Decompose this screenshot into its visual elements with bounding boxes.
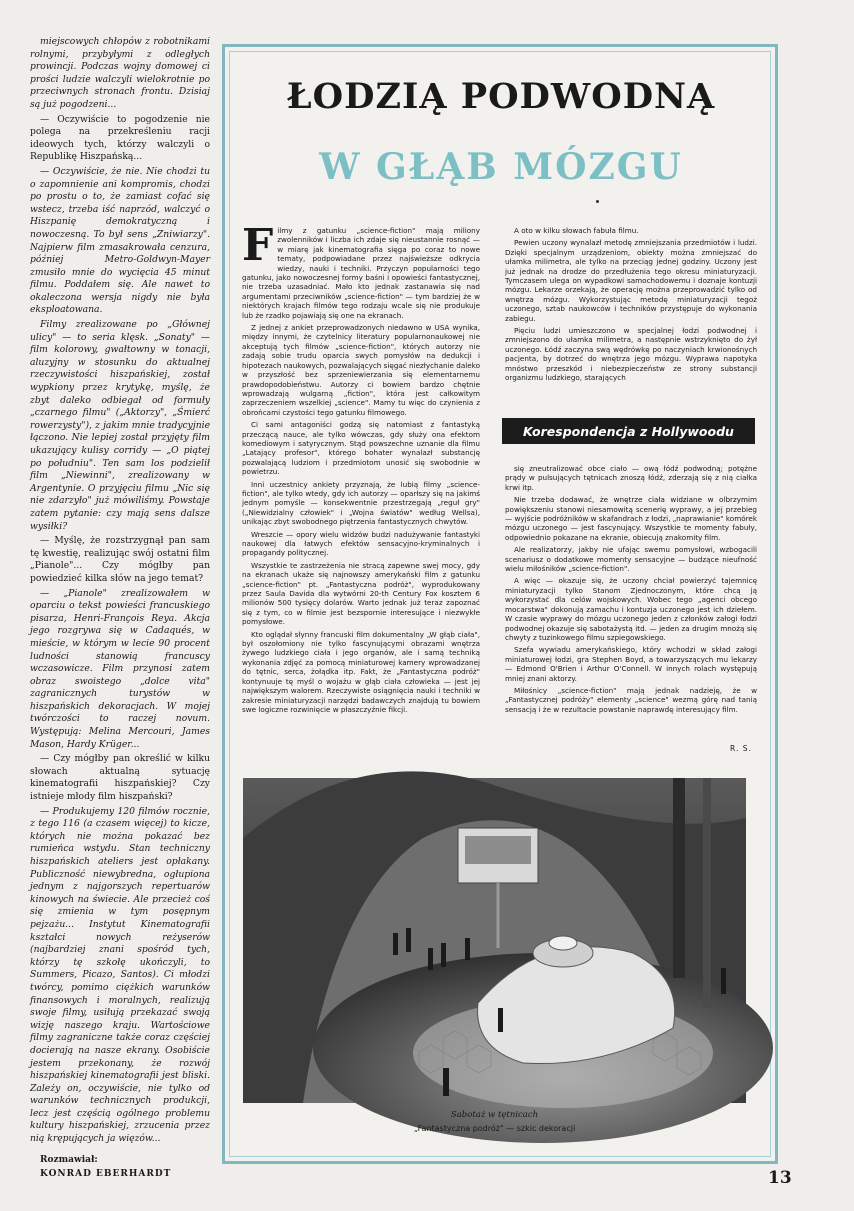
interview-column (30, 36, 210, 1180)
submarine-set-drawing (243, 778, 746, 1103)
paragraph: Nie trzeba dodawać, że wnętrze ciała widziane w olbrzymim powiększeniu stanowi niesamowitą scenerię wyprawy, a jej przebieg — wyjście podróżników w skafandrach z łodzi, „naprawianie" komórek mózgu uczonego — jest fascynujący. Wszystkie te momenty fabuły, odpowiednio pokazane na ekranie, obiecują znakomity film. (505, 495, 757, 542)
paragraph: A więc — okazuje się, że uczony chciał powierzyć tajemnicę miniaturyzacji tylko Stanom Zjednoczonym, które chcą ją wykorzystać dla celów wojskowych. Wobec tego „agenci obcego mocarstwa" dokonują zamachu i kontuzja uczonego jest ich dziełem. W czasie wyprawy do mózgu uczonego jeden z członków załogi łodzi podwodnej okazuje się sabotażystą itd. — jeden za drugim mnożą się chwyty z tuzinkowego filmu szpiegowskiego. (505, 576, 757, 642)
paragraph: A oto w kilku słowach fabuła filmu. (514, 226, 639, 235)
interviewer-label: Rozmawiał: (40, 1154, 98, 1165)
paragraph: — Myślę, że rozstrzygnął pan sam tę kwestię, realizując swój ostatni film „Pianole"... Czy mógłby pan powiedzieć kilka słów na jego temat? (30, 535, 210, 584)
paragraph: Ale realizatorzy, jakby nie ufając swemu pomysłowi, wzbogacili scenariusz o dodatkowe momenty sensacyjne — budzące nieufność wielu miłośników „science-fiction". (505, 545, 757, 574)
interviewer-name: KONRAD EBERHARDT (40, 1169, 172, 1180)
paragraph: Inni uczestnicy ankiety przyznają, że lubią filmy „science-fiction", ale tylko wtedy, gdy ich autorzy — oparłszy się na jakimś jednym pomyśle — konsekwentnie przestrzegają „reguł gry" („Niewidzialny człowiek" i „Wojna światów" według Wellsa), unikając zbyt swobodnego piętrzenia fantastycznych chwytów. (242, 479, 480, 527)
paragraph: — Oczywiście to pogodzenie nie polega na przekreśleniu racji ideowych tych, którzy walczyli o Republikę Hiszpańską... (30, 113, 210, 163)
illustration-caption-subtitle: „Fantastyczna podróż" — szkic dekoracji (413, 1124, 576, 1133)
headline-line-1: ŁODZIĄ PODWODNĄ (286, 76, 716, 117)
headline-dot (596, 200, 599, 203)
page-number: 13 (768, 1168, 792, 1188)
paragraph: — „Pianole" zrealizowałem w oparciu o tekst powieści francuskiego pisarza, Henri-François Reya. Akcja jego rozgrywa się w Cadaqués, w mieście, w którym w lecie 90 procent ludności stanowią francuscy wczasowicze. Film przynosi zatem obraz swoistego „dolce vita" zagranicznych turystów w hiszpańskich dekoracjach. W mojej twórczości to raczej novum. Występują: Melina Mercouri, James Mason, Hardy Krüger... (30, 587, 210, 750)
headline-line-2: W GŁĄB MÓZGU (319, 146, 683, 188)
illustration-caption-title: Sabotaż w tętnicach (450, 1110, 539, 1120)
paragraph: Pewien uczony wynalazł metodę zmniejszania przedmiotów i ludzi. Dzięki specjalnym urządzeniom, obiekty można zmniejszać do ułamka milimetra, ale tylko na przeciąg jednej godziny. Uczony jest już jednak na drodze do przedłużenia tego okresu miniaturyzacji. Tymczasem ulega on wypadkowi samochodowemu i doznaje kontuzji mózgu. Lekarze orzekają, że operację można przeprowadzić tylko od wnętrza mózgu. Wykorzystując metodę miniaturyzacji tegoż uczonego, sztab naukowców i techników przystępuje do wykonania zabiegu. (505, 238, 757, 323)
section-banner: Korespondencja z Hollywoodu (502, 418, 755, 444)
paragraph: miejscowych chłopów z robotnikami rolnymi, przybyłymi z odległych prowincji. Podczas wojny domowej ci prości ludzie walczyli wielokrotnie po przeciwnych stronach frontu. Dzisiaj są już pogodzeni... (30, 36, 210, 110)
paragraph: Ci sami antagoniści godzą się natomiast z fantastyką przeczącą nauce, ale tylko wówczas, gdy służy ona efektom komediowym i satyrycznym. Stąd powszechne uznanie dla filmu „Latający profesor", którego bohater wynalazł substancję pozwalającą ludziom i przedmiotom unosić się swobodnie w powietrzu. (242, 420, 480, 477)
paragraph (242, 220, 480, 320)
author-signature: R. S. (730, 744, 752, 753)
paragraph: Filmy zrealizowane po „Głównej ulicy" — to seria klęsk. „Sonaty" — film kolorowy, gwałtowny w tonacji, aluzyjny w stosunku do aktualnej rzeczywistości hiszpańskiej, został wypkiony przez krytykę, myślę, że zbyt daleko odbiegał od formuły „czarnego filmu" („Aktorzy", „Śmierć rowerzysty"), z jakim mnie tradycyjnie łączono. Nie lepiej został przyjęty film ukazujący kulisy corridy — „O piątej po południu". Ten sam los podzielił film „Niewinni", zrealizowany w Argentynie. O przyjęciu filmu „Nic się nie zdarzyło" już mówiliśmy. Powstaje zatem pytanie: czy mają sens dalsze wysiłki? (30, 319, 210, 532)
article-column-right-top (505, 226, 757, 416)
set-illustration (243, 778, 746, 1103)
paragraph: się zneutralizować obce ciało — ową łódź podwodną; potężne prądy w pulsujących tętnicach znoszą łódź, zderzają się z nią ciałka krwi itp. (505, 464, 757, 492)
paragraph: Wszystkie te zastrzeżenia nie stracą zapewne swej mocy, gdy na ekranach ukaże się najnowszy amerykański film z gatunku „science-fiction" pt. „Fantastyczna podróż", wyprodukowany przez Saula Davida dla wytwórni 20-th Century Fox kosztem 6 milionów 500 tysięcy dolarów. Warto jednak już teraz zapoznać się z tym, co w filmie jest bezspornie interesujące i niezwykłe pomysłowe. (242, 560, 480, 627)
article-column-left (242, 220, 480, 756)
paragraph: Miłośnicy „science-fiction" mają jednak nadzieję, że w „Fantastycznej podróży" elementy „science" wezmą górę nad tanią sensacją i że w rezultacie powstanie naprawdę interesujący film. (505, 685, 757, 714)
paragraph: Kto oglądał słynny francuski film dokumentalny „W głąb ciała", był oszołomiony nie tylko fascynującymi obrazami wnętrza żywego ludzkiego ciała i jego organów, ale i samą techniką wykonania zdjęć za pomocą miniaturowej kamery wprowadzanej do tętnic, serca, żołądka itp. Fakt, że „Fantastyczna podróż" kontynuuje tę myśl o wojażu w głąb ciała człowieka — jest jej największym walorem. Rzeczywiste osiągnięcia nauki i techniki w zakresie miniaturyzacji narzędzi badawczych znajdują tu bowiem swe logiczne rozwinięcie w płaszczyźnie fikcji. (242, 629, 480, 714)
paragraph: Szefa wywiadu amerykańskiego, który wchodzi w skład załogi miniaturowej łodzi, gra Stephen Boyd, a towarzyszących mu lekarzy — Edmond O'Brien i Arthur O'Connell. W innych rolach występują mniej znani aktorzy. (505, 645, 757, 683)
paragraph: — Czy mógłby pan określić w kilku słowach aktualną sytuację kinematografii hiszpańskiej? Czy istnieje młody film hiszpański? (30, 753, 210, 803)
paragraph: Z jednej z ankiet przeprowadzonych niedawno w USA wynika, między innymi, że czytelnicy literatury popularnonaukowej nie akceptują tych filmów „science-fiction", których autorzy nie zadają sobie trudu oparcia swych pomysłów na dedukcji i hipotezach naukowych, pozwalających sięgać niezłychanie daleko w przyszłość bez sprzeniewierzania się elementarnemu prawdopodobieństwu. Autorzy ci bowiem bardzo chętnie wprowadzają wulgarną „fiction", która jest całkowitym zaprzeczeniem wszelkiej „science". Mamy tu więc do czynienia z obrońcami czystości tego gatunku filmowego. (242, 323, 480, 417)
article-column-right-bottom (505, 464, 757, 756)
paragraph: Wreszcie — opory wielu widzów budzi nadużywanie fantastyki naukowej dla łatwych efektów sensacyjno-kryminalnych i propagandy politycznej. (242, 529, 480, 558)
paragraph: — Oczywiście, że nie. Nie chodzi tu o zapomnienie ani kompromis, chodzi po prostu o to, że zamiast cofać się wstecz, trzeba iść naprzód, walczyć o Hiszpanię demokratyczną i nowoczesną. To był sens „Zniwiarzy". Najpierw film zmasakrowała cenzura, później Metro-Goldwyn-Mayer zmusiło mnie do wycięcia 45 minut filmu. Poddałem się. Ale nawet to okaleczona wersja nigdy nie była eksploatowana. (30, 165, 210, 316)
lead-text: ilmy z gatunku „science-fiction" mają miliony zwolenników i liczba ich zdaje się nieustannie rosnąć — w miarę jak kinematografia sięga po coraz to nowe tematy, podpowiadane przez najświeższe odkrycia wiedzy, nauki i techniki. Przyczyn popularności tego gatunku, jako nowoczesnej formy baśni i opowieści fantastycznej, nie trzeba uzasadniać. Mało kto jednak zastanawia się nad argumentami przeciwników „science-fiction" — tym bardziej że w niektórych krajach filmów tego rodzaju wcale się nie produkuje lub że rzadko pojawiają się one na ekranach. (242, 226, 480, 320)
paragraph: — Produkujemy 120 filmów rocznie, z tego 116 (a czasem więcej) to kicze, których nie można pokazać bez rumieńca wstydu. Stan techniczny hiszpańskich ateliers jest opłakany. Publiczność niewybredna, ogłupiona jednym z najgorszych repertuarów kinowych na świecie. Ale przecież coś się zmienia w tym posępnym pejzażu... Instytut Kinematografii kształci nowych reżyserów (najbardziej znani spośród tych, którzy tę szkołę ukończyli, to Summers, Picazo, Santos). Ci młodzi twórcy, pomimo ciężkich warunków finansowych i moralnych, realizują swoje filmy, usiłują przekazać swoją wizję naszego kraju. Wartościowe filmy zagraniczne także coraz częściej docierają na nasze ekrany. Osobiście jestem przekonany, że rozwój hiszpańskiej kinematografii jest bliski. Zależy on, oczywiście, nie tylko od warunków technicznych produkcji, lecz jest częścią ogólnego problemu kultury hiszpańskiej, zrzucenia przez nią krępujących ja więzów... (30, 805, 210, 1145)
paragraph: Pięciu ludzi umieszczono w specjalnej łodzi podwodnej i zmniejszono do ułamka milimetra, a następnie wstrzyknięto do żył uczonego. Łódź zaczyna swą wędrówkę po naczyniach krwionośnych pacjenta, by dotrzeć do wnętrza jego mózgu. Wyprawa napotyka mnóstwo przeszkód i niebezpieczeństw ze strony substancji organizmu ludzkiego, starających (505, 326, 757, 383)
drop-cap: F (242, 220, 274, 271)
